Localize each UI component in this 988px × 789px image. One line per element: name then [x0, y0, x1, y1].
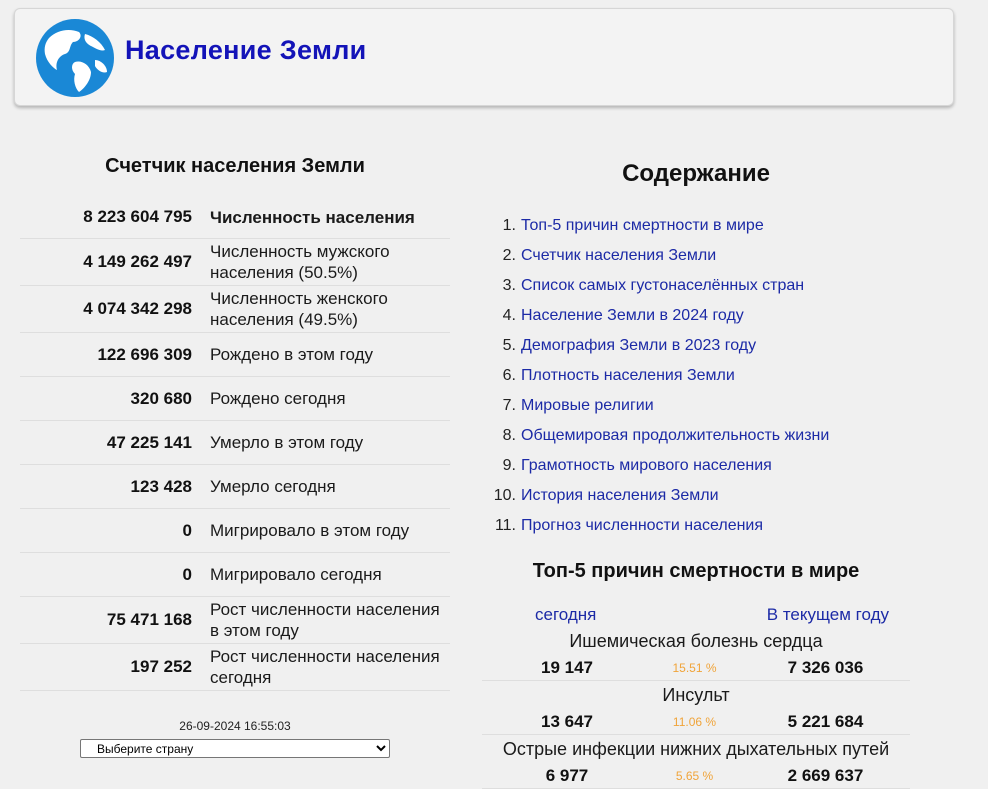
counter-value: 75 471 168 [106, 610, 192, 629]
deaths-col-year: В текущем году [766, 605, 889, 624]
contents-link-demography-2023[interactable]: Демография Земли в 2023 году [521, 337, 757, 354]
contents-item [482, 421, 910, 451]
counter-label: Численность мужского населения (50.5%) [210, 242, 390, 282]
counter-label: Умерло сегодня [210, 477, 336, 496]
counter-label: Рождено сегодня [210, 389, 346, 408]
contents-link-populous-countries[interactable]: Список самых густонаселённых стран [521, 277, 805, 294]
deaths-percent: 15.51 % [672, 661, 717, 675]
counter-label: Рост численности населения сегодня [210, 647, 440, 687]
contents-item-number: 9. [502, 457, 516, 474]
counter-row-growth-year [20, 597, 450, 644]
contents-link-religions[interactable]: Мировые религии [521, 397, 654, 414]
deaths-title: Топ-5 причин смертности в мире [532, 560, 860, 582]
counter-row-born-year [20, 333, 450, 377]
contents-title: Содержание [622, 160, 770, 187]
deaths-row [482, 681, 910, 735]
deaths-cause: Инсульт [662, 685, 730, 705]
counter-row-population [20, 196, 450, 239]
deaths-col-today: сегодня [535, 605, 597, 624]
counter-row-migrated-year [20, 509, 450, 553]
counter-label: Мигрировало сегодня [210, 565, 382, 584]
site-title[interactable]: Население Земли [125, 35, 367, 65]
contents-item-number: 2. [502, 247, 516, 264]
deaths-percent: 5.65 % [675, 769, 714, 783]
deaths-today-value: 6 977 [545, 766, 589, 785]
contents-link-literacy[interactable]: Грамотность мирового населения [521, 457, 772, 474]
counter-table [20, 196, 450, 691]
contents-item [482, 391, 910, 421]
contents-item [482, 511, 910, 541]
deaths-today-value: 19 147 [541, 658, 593, 677]
deaths-today-value: 13 647 [541, 712, 593, 731]
contents-link-density[interactable]: Плотность населения Земли [521, 367, 735, 384]
contents-item-number: 11. [494, 517, 516, 534]
counter-label: Численность женского населения (49.5%) [210, 289, 388, 329]
counter-value: 122 696 309 [97, 344, 192, 364]
counter-label: Численность населения [210, 207, 415, 227]
counter-label: Мигрировало в этом году [210, 521, 410, 540]
counter-value: 8 223 604 795 [83, 207, 192, 226]
counter-value: 123 428 [130, 476, 192, 496]
counter-row-female [20, 286, 450, 333]
contents-item [482, 481, 910, 511]
contents-item [482, 361, 910, 391]
contents-item [482, 241, 910, 271]
counter-datetime: 26-09-2024 16:55:03 [179, 719, 291, 733]
contents-item-number: 4. [502, 307, 516, 324]
counter-value: 4 074 342 298 [83, 299, 192, 318]
deaths-percent: 11.06 % [672, 715, 717, 729]
counter-row-migrated-today [20, 553, 450, 597]
counter-row-growth-today [20, 644, 450, 691]
site-header [14, 8, 954, 106]
contents-item [482, 331, 910, 361]
deaths-year-value: 5 221 684 [787, 712, 864, 731]
deaths-year-value: 7 326 036 [787, 658, 864, 677]
counter-value: 4 149 262 497 [83, 252, 192, 271]
country-select[interactable] [80, 739, 390, 758]
counter-label: Рождено в этом году [210, 345, 374, 364]
globe-icon[interactable] [35, 18, 115, 98]
deaths-cause: Ишемическая болезнь сердца [569, 631, 823, 651]
deaths-cause: Острые инфекции нижних дыхательных путей [502, 739, 890, 759]
contents-item-number: 1. [502, 217, 516, 234]
counter-value: 320 680 [130, 388, 192, 408]
counter-row-born-today [20, 377, 450, 421]
contents-item [482, 301, 910, 331]
counter-value: 0 [182, 520, 192, 540]
contents-item-number: 5. [502, 337, 516, 354]
counter-row-died-year [20, 421, 450, 465]
contents-item [482, 211, 910, 241]
counter-row-died-today [20, 465, 450, 509]
deaths-table [482, 627, 910, 789]
deaths-header [482, 603, 910, 627]
contents-item [482, 271, 910, 301]
counter-title: Счетчик населения Земли [105, 155, 365, 177]
counter-label: Рост численности населения в этом году [210, 600, 440, 640]
counter-row-male [20, 239, 450, 286]
contents-item-number: 8. [502, 427, 516, 444]
contents-link-deaths[interactable]: Топ-5 причин смертности в мире [521, 217, 764, 234]
contents-item [482, 451, 910, 481]
contents-list [482, 211, 910, 541]
counter-label: Умерло в этом году [210, 433, 364, 452]
contents-link-population-2024[interactable]: Население Земли в 2024 году [521, 307, 744, 324]
deaths-row [482, 735, 910, 789]
contents-link-forecast[interactable]: Прогноз численности населения [521, 517, 764, 534]
contents-item-number: 7. [502, 397, 516, 414]
counter-value: 47 225 141 [106, 432, 192, 452]
deaths-year-value: 2 669 637 [787, 766, 864, 785]
contents-item-number: 10. [493, 487, 516, 504]
deaths-row [482, 627, 910, 681]
contents-item-number: 3. [502, 277, 516, 294]
counter-value: 197 252 [130, 657, 192, 676]
contents-link-life-expectancy[interactable]: Общемировая продолжительность жизни [521, 427, 830, 444]
contents-link-history[interactable]: История населения Земли [521, 487, 719, 504]
contents-item-number: 6. [502, 367, 516, 384]
counter-value: 0 [182, 564, 192, 584]
contents-link-counter[interactable]: Счетчик населения Земли [521, 247, 717, 264]
